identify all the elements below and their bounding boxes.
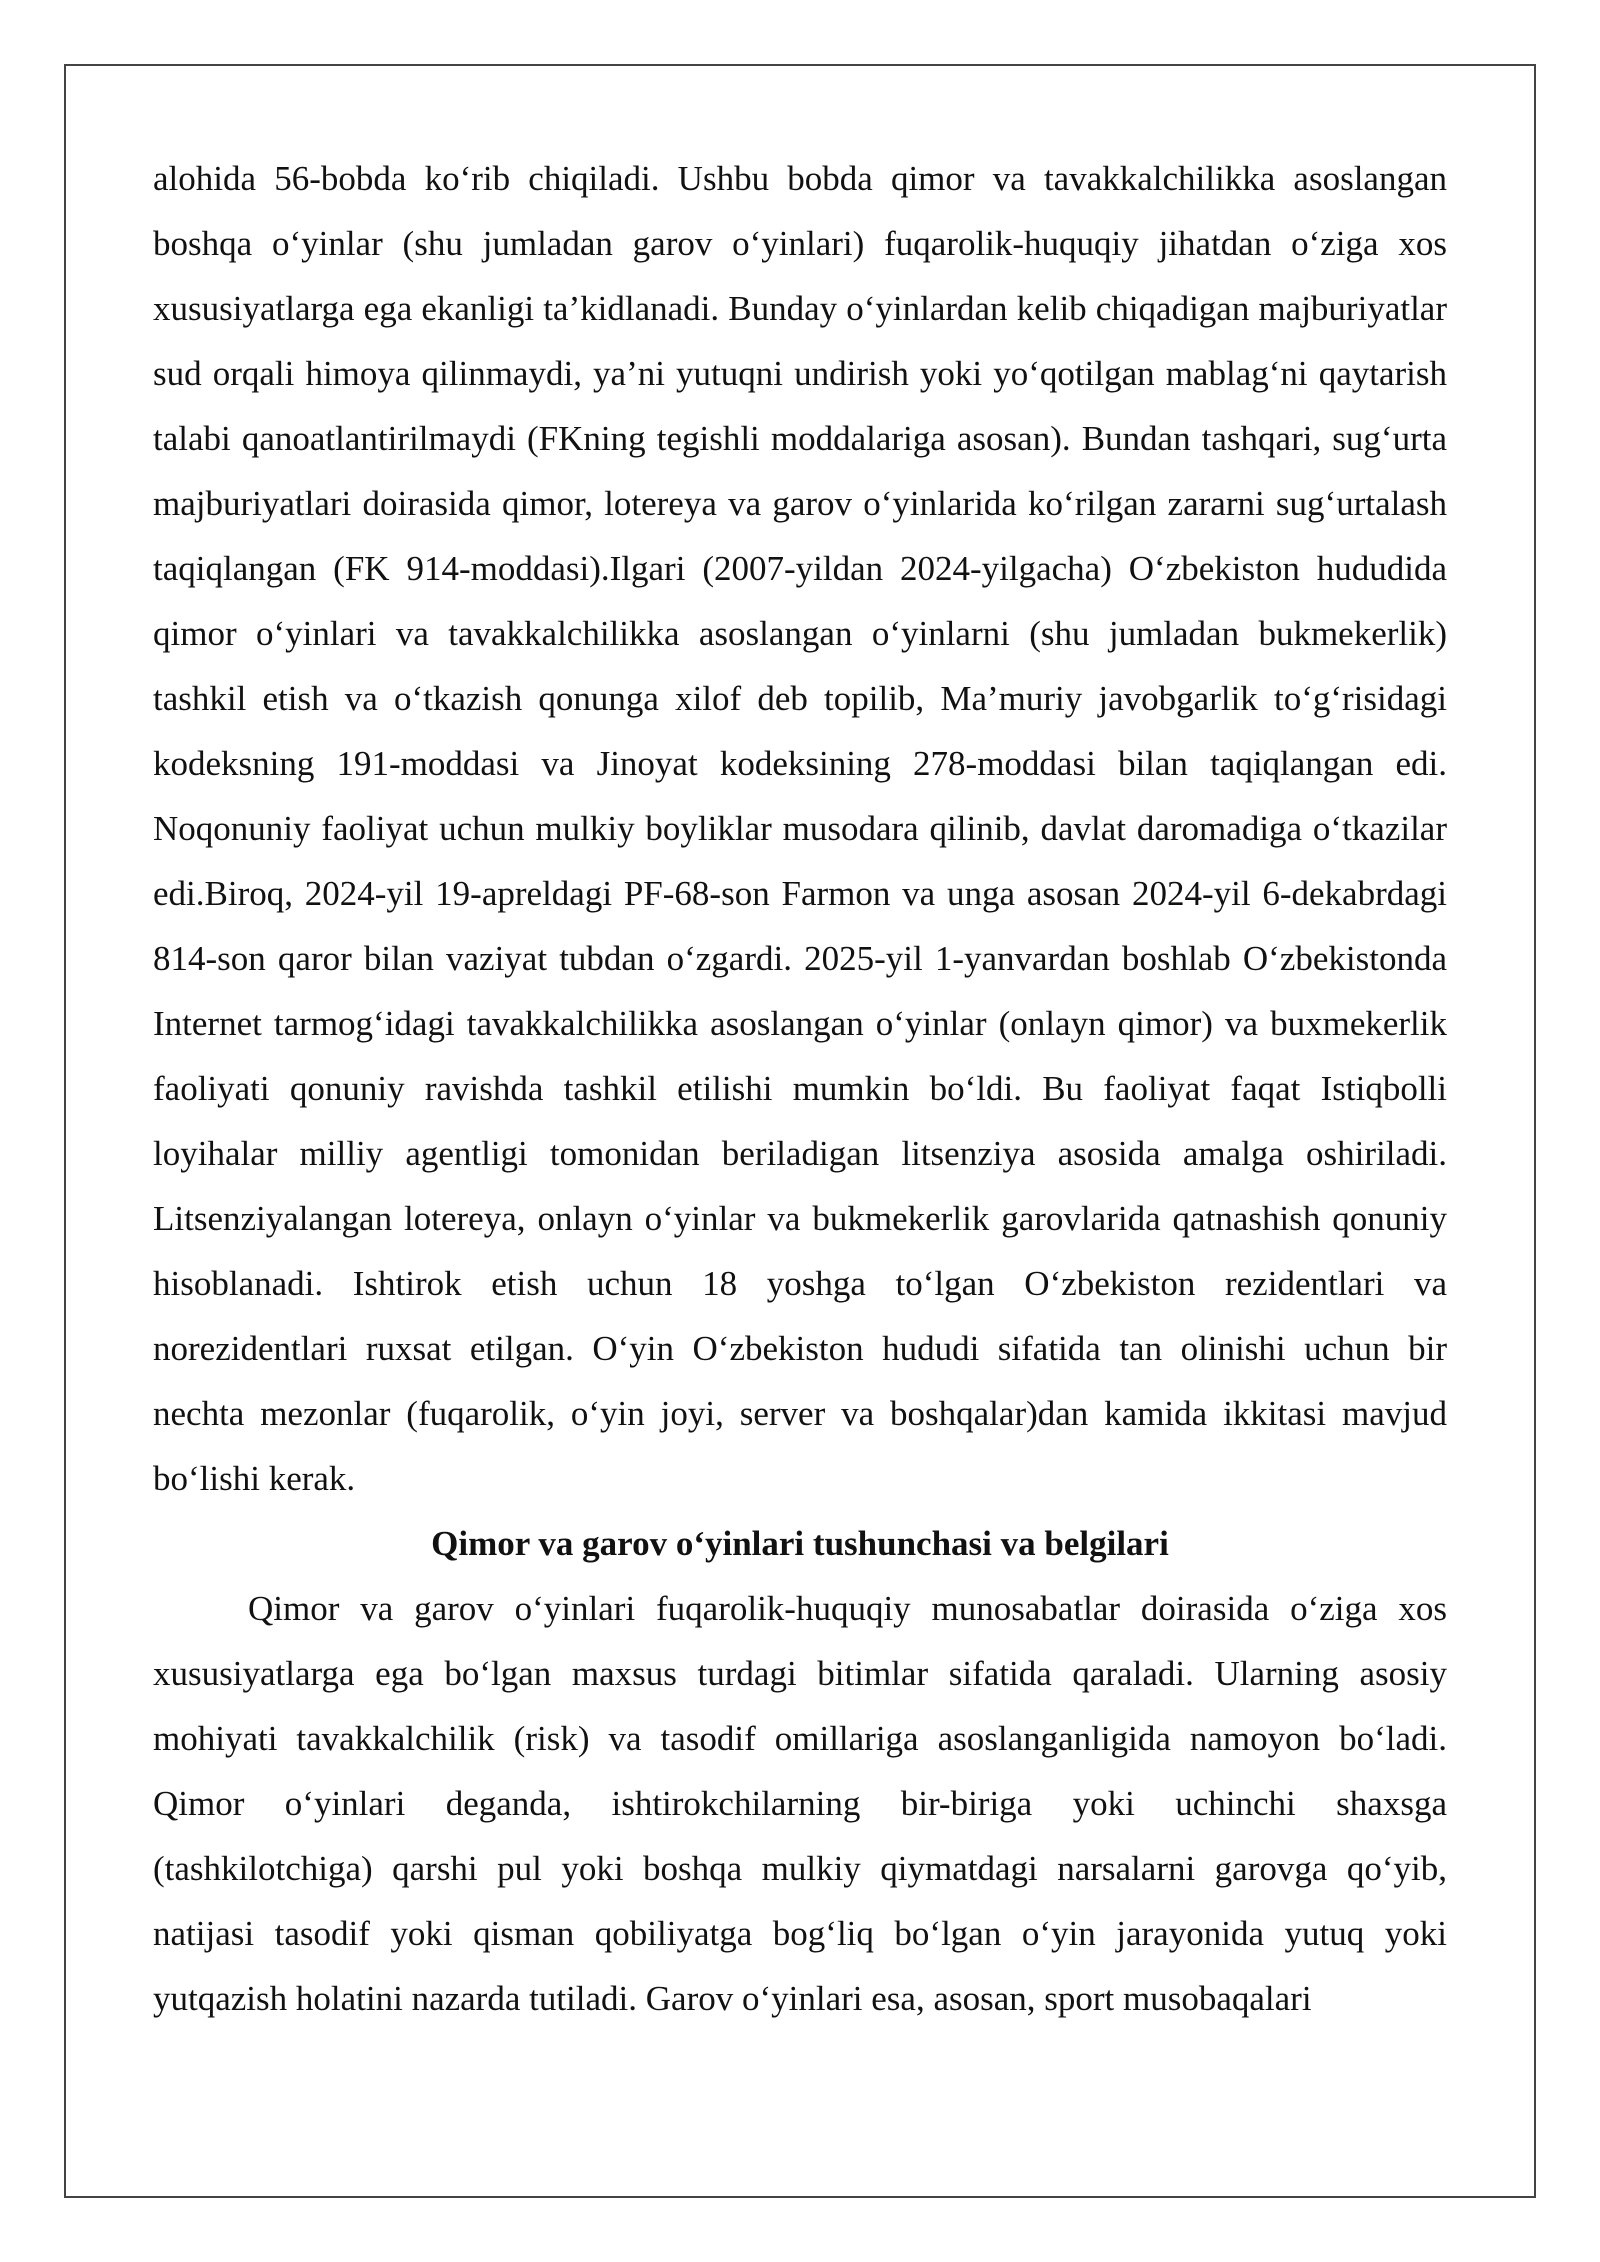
body-paragraph-2: Qimor va garov o‘yinlari fuqarolik-huquqiy munosabatlar doirasida o‘ziga xos xususiyatlarga ega bo‘lgan maxsus turdagi bitimlar sifatida qaraladi. Ularning asosiy mohiyati tavakkalchilik (risk) va tasodif omillariga asoslanganligida namoyon bo‘ladi. Qimor o‘yinlari deganda, ishtirokchilarning bir-biriga yoki uchinchi shaxsga (tashkilotchiga) qarshi pul yoki boshqa mulkiy qiymatdagi narsalarni garovga qo‘yib, natijasi tasodif yoki qisman qobiliyatga bog‘liq bo‘lgan o‘yin jarayonida yutuq yoki yutqazish holatini nazarda tutiladi. Garov o‘yinlari esa, asosan, sport musobaqalari	[153, 1589, 1447, 2018]
section-heading: Qimor va garov o‘yinlari tushunchasi va belgilari	[431, 1524, 1169, 1563]
body-paragraph-1: alohida 56-bobda ko‘rib chiqiladi. Ushbu bobda qimor va tavakkalchilikka asoslangan boshqa o‘yinlar (shu jumladan garov o‘yinlari) fuqarolik-huquqiy jihatdan o‘ziga xos xususiyatlarga ega ekanligi ta’kidlanadi. Bunday o‘yinlardan kelib chiqadigan majburiyatlar sud orqali himoya qilinmaydi, ya’ni yutuqni undirish yoki yo‘qotilgan mablag‘ni qaytarish talabi qanoatlantirilmaydi (FKning tegishli moddalariga asosan). Bundan tashqari, sug‘urta majburiyatlari doirasida qimor, lotereya va garov o‘yinlarida ko‘rilgan zararni sug‘urtalash taqiqlangan (FK 914-moddasi).Ilgari (2007-yildan 2024-yilgacha) O‘zbekiston hududida qimor o‘yinlari va tavakkalchilikka asoslangan o‘yinlarni (shu jumladan bukmekerlik) tashkil etish va o‘tkazish qonunga xilof deb topilib, Ma’muriy javobgarlik to‘g‘risidagi kodeksning 191-moddasi va Jinoyat kodeksining 278-moddasi bilan taqiqlangan edi. Noqonuniy faoliyat uchun mulkiy boyliklar musodara qilinib, davlat daromadiga o‘tkazilar edi.Biroq, 2024-yil 19-apreldagi PF-68-son Farmon va unga asosan 2024-yil 6-dekabrdagi 814-son qaror bilan vaziyat tubdan o‘zgardi. 2025-yil 1-yanvardan boshlab O‘zbekistonda Internet tarmog‘idagi tavakkalchilikka asoslangan o‘yinlar (onlayn qimor) va buxmekerlik faoliyati qonuniy ravishda tashkil etilishi mumkin bo‘ldi. Bu faoliyat faqat Istiqbolli loyihalar milliy agentligi tomonidan beriladigan litsenziya asosida amalga oshiriladi. Litsenziyalangan lotereya, onlayn o‘yinlar va bukmekerlik garovlarida qatnashish qonuniy hisoblanadi. Ishtirok etish uchun 18 yoshga to‘lgan O‘zbekiston rezidentlari va norezidentlari ruxsat etilgan. O‘yin O‘zbekiston hududi sifatida tan olinishi uchun bir nechta mezonlar (fuqarolik, o‘yin joyi, server va boshqalar)dan kamida ikkitasi mavjud bo‘lishi kerak.	[153, 159, 1447, 1498]
document-body	[153, 146, 1447, 2031]
